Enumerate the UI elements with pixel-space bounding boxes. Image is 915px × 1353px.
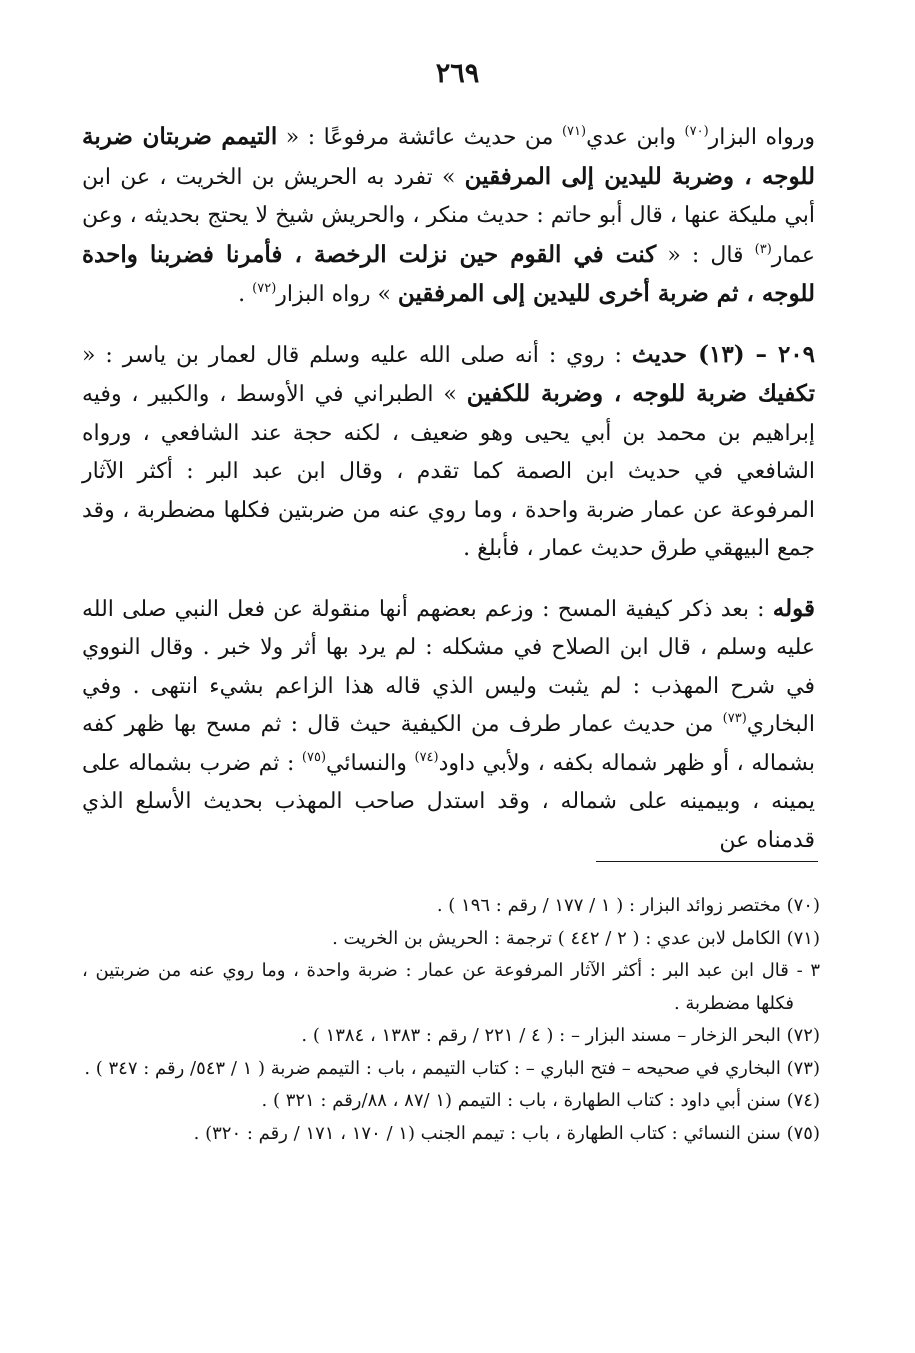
footnote-3: ٣ - قال ابن عبد البر : أكثر الآثار المرفوعة عن عمار : ضربة واحدة ، وما روي عنه من ضربتين ، فكلها مضطربة .: [82, 960, 820, 1014]
text-run: » رواه البزار: [276, 282, 398, 307]
footnote-71: (٧١) الكامل لابن عدي : ( ٢ / ٤٤٢ ) ترجمة : الحريش بن الخريت .: [332, 927, 820, 949]
text-run: : روي : أنه صلى الله عليه وسلم قال لعمار بن ياسر : «: [82, 342, 632, 368]
text-run: من حديث عمار طرف من الكيفية حيث قال : ثم مسح بها ظهر كفه بشماله ، أو ظهر شماله بكفه ، ولأبي داود: [82, 712, 815, 776]
paragraph-qawluhu: [82, 590, 815, 861]
hadith-text: التيمم ضربتان ضربة للوجه ، وضربة لليدين إلى المرفقين: [82, 123, 815, 190]
text-run: » الطبراني في الأوسط ، والكبير ، وفيه إبراهيم بن محمد بن أبي يحيى وهو ضعيف ، لكنه حجة عند الشافعي ، ورواه الشافعي في حديث ابن الصمة كما تقدم ، وقال ابن عبد البر : أكثر الآثار المرفوعة عن عمار ضربة واحدة ، وما روي عنه من ضربتين فكلها مضطربة ، وقد جمع البيهقي طرق حديث عمار ، فأبلغ .: [82, 382, 815, 561]
footnote-divider: [596, 861, 818, 862]
main-text: [82, 118, 815, 860]
footnote-72: (٧٢) البحر الزخار – مسند البزار – : ( ٤ / ٢٢١ / رقم : ١٣٨٣ ، ١٣٨٤ ) .: [301, 1025, 820, 1046]
footnote-ref-74[interactable]: (٧٤): [414, 749, 439, 765]
footnote-73: (٧٣) البخاري في صحيحه – فتح الباري – : كتاب التيمم ، باب : التيمم ضربة ( ١ / ٥٤٣/ رقم : ٣٤٧ ) .: [84, 1057, 820, 1079]
footnotes: [82, 890, 820, 1150]
section-keyword: قوله: [772, 594, 815, 622]
paragraph-bazzar-ibn-adi: [82, 118, 815, 315]
text-run: من حديث عائشة مرفوعًا : «: [277, 125, 562, 150]
text-run: » تفرد به الحريش بن الخريت ، عن ابن أبي مليكة عنها ، قال أبو حاتم : حديث منكر ، والحريش شيخ لا يحتج بحديثه ، وعن عمار: [82, 164, 815, 268]
page-number: ٢٦٩: [435, 58, 480, 89]
footnote-ref-73[interactable]: (٧٣): [722, 711, 747, 726]
footnote-ref-3[interactable]: (٣): [754, 241, 772, 257]
footnote-ref-70[interactable]: (٧٠): [684, 124, 709, 139]
hadith-text: تكفيك ضربة للوجه ، وضربة للكفين: [466, 380, 815, 407]
text-run: والنسائي: [326, 750, 415, 776]
hadith-text: كنت في القوم حين نزلت الرخصة ، فأمرنا فضربنا واحدة للوجه ، ثم ضربة أخرى لليدين إلى المرفقين: [82, 240, 815, 307]
paragraph-hadith-209: [82, 336, 815, 569]
footnote-74: (٧٤) سنن أبي داود : كتاب الطهارة ، باب : التيمم (١ /٨٧ ، ٨٨/رقم : ٣٢١ ) .: [261, 1090, 820, 1111]
text-run: قال : «: [656, 242, 755, 268]
footnote-ref-75[interactable]: (٧٥): [301, 749, 327, 765]
text-run: : ثم ضرب بشماله على يمينه ، وبيمينه على شماله ، وقد استدل صاحب المهذب بحديث الأسلع الذي قدمناه عن: [82, 750, 815, 853]
text-run: .: [238, 282, 253, 307]
footnote-ref-72[interactable]: (٧٢): [252, 281, 277, 296]
footnote-70: (٧٠) مختصر زوائد البزار : ( ١ / ١٧٧ / رقم : ١٩٦ ) .: [436, 895, 820, 916]
footnote-ref-71[interactable]: (٧١): [561, 124, 587, 139]
footnote-75: (٧٥) سنن النسائي : كتاب الطهارة ، باب : تيمم الجنب (١ / ١٧٠ ، ١٧١ / رقم : ٣٢٠) .: [193, 1122, 820, 1144]
text-run: وابن عدي: [586, 125, 685, 150]
text-run: ورواه البزار: [708, 125, 815, 150]
text-run: : بعد ذكر كيفية المسح : وزعم بعضهم أنها منقولة عن فعل النبي صلى الله عليه وسلم ، قال ابن الصلاح في مشكله : لم يرد بها أثر ولا خبر . وقال النووي في شرح المهذب : لم يثبت وليس الذي قاله هذا الزاعم بشيء انتهى . وفي البخاري: [82, 596, 815, 737]
hadith-heading: ٢٠٩ – (١٣) حديث: [631, 340, 815, 368]
